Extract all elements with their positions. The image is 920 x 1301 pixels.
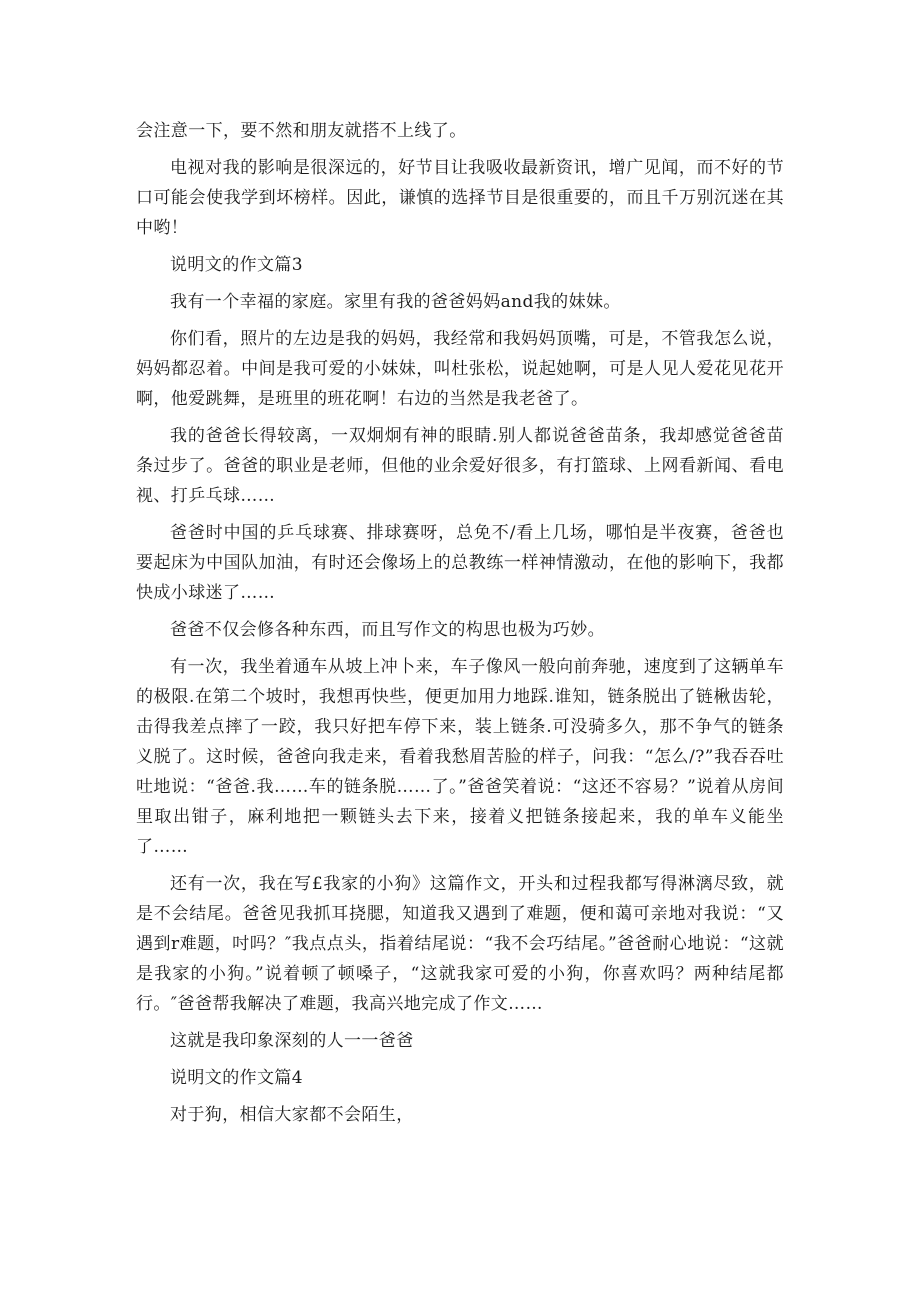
paragraph: 电视对我的影响是很深远的，好节目让我吸收最新资讯，增广见闻，而不好的节口可能会使我学到坏榜样。因此，谦慎的选择节目是很重要的，而且千万别沉迷在其中哟！ (136, 158, 784, 238)
section-heading: 说明文的作文篇3 (170, 255, 304, 275)
paragraph: 你们看，照片的左边是我的妈妈，我经常和我妈妈顶嘴，可是，不管我怎么说，妈妈都忍着。中间是我可爱的小妹妹，叫杜张松，说起她啊，可是人见人爱花见花开啊，他爱跳舞，是班里的班花啊！右边的当然是我老爸了。 (136, 329, 784, 409)
article-body (136, 116, 784, 1137)
paragraph: 这就是我印象深刻的人一一爸爸 (170, 1031, 414, 1051)
paragraph: 对于狗，相信大家都不会陌生， (170, 1105, 414, 1125)
paragraph: 我有一个幸福的家庭。家里有我的爸爸妈妈and我的妹妹。 (170, 292, 621, 312)
paragraph: 爸爸时中国的乒乓球赛、排球赛呀，总免不/看上几场，哪怕是半夜赛，爸爸也要起床为中国队加油，有时还会像场上的总教练一样神情激动，在他的影响下，我都快成小球迷了…… (136, 523, 784, 603)
paragraph: 爸爸不仅会修各种东西，而且写作文的构思也极为巧妙。 (170, 620, 605, 640)
section-heading: 说明文的作文篇4 (170, 1068, 304, 1088)
paragraph: 还有一次，我在写£我家的小狗》这篇作文，开头和过程我都写得淋漓尽致，就是不会结尾。爸爸见我抓耳挠腮，知道我又遇到了难题，便和蔼可亲地对我说：“又遇到r难题，吋吗？″我点点头，指着结尾说：“我不会巧结尾。”爸爸耐心地说：“这就是我家的小狗。”说着顿了顿嗓子，“这就我家可爱的小狗，你喜欢吗？两种结尾都行。″爸爸帮我解决了难题，我高兴地完成了作文…… (136, 874, 784, 1014)
paragraph: 会注意一下，要不然和朋友就搭不上线了。 (136, 121, 467, 141)
paragraph: 有一次，我坐着通车从坡上冲卜来，车子像风一般向前奔驰，速度到了这辆单车的极限.在第二个坡时，我想再快些，便更加用力地踩.谁知，链条脱出了链楸齿轮，击得我差点摔了一跤，我只好把车停下来，装上链条.可没骑多久，那不争气的链条义脱了。这时候，爸爸向我走来，看着我愁眉苦脸的样子，问我：“怎么/?”我吞吞吐吐地说：“爸爸.我……车的链条脱……了。”爸爸笑着说：“这还不容易？”说着从房间里取出钳子，麻利地把一颗链头去下来，接着义把链条接起来，我的单车义能坐了…… (136, 657, 784, 857)
paragraph: 我的爸爸长得较离，一双炯炯有神的眼睛.别人都说爸爸苗条，我却感觉爸爸苗条过步了。爸爸的职业是老师，但他的业余爱好很多，有打篮球、上网看新闻、看电视、打乒乓球…… (136, 426, 784, 506)
